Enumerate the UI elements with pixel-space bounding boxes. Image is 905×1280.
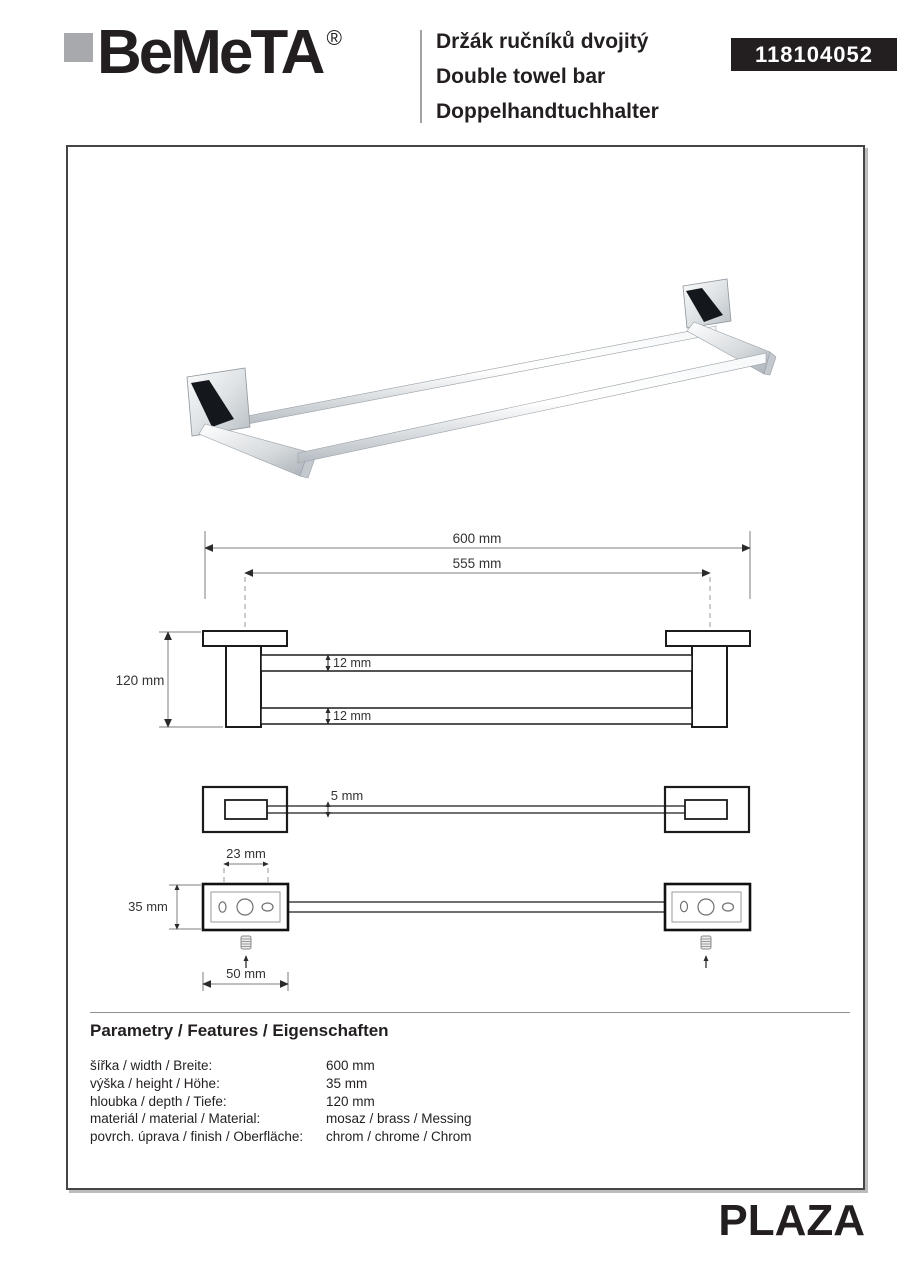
registered-trademark-symbol: ®	[326, 27, 342, 50]
top-view-right-inner	[685, 800, 727, 819]
parameter-value: chrom / chrome / Chrom	[326, 1129, 472, 1145]
parameter-value: 600 mm	[326, 1058, 375, 1073]
plate-view-right-plate	[665, 884, 750, 930]
parameter-row-depth	[90, 1093, 472, 1111]
drawing-front-view	[116, 531, 750, 727]
dim-total-width-label: 600 mm	[452, 531, 502, 546]
product-title-english: Double towel bar	[436, 65, 606, 88]
render-left-arm	[199, 424, 308, 476]
product-title-czech: Držák ručníků dvojitý	[436, 30, 649, 53]
parameters-table	[90, 1057, 472, 1146]
parameter-label: šířka / width / Breite:	[90, 1058, 213, 1073]
dim-bar-bottom-label: 12 mm	[333, 709, 372, 723]
front-view-left-cap	[203, 631, 287, 646]
dim-plate-height-label: 35 mm	[128, 899, 168, 914]
parameter-label: výška / height / Höhe:	[90, 1075, 220, 1091]
drawing-plate-view	[128, 884, 750, 991]
parameter-value: 35 mm	[326, 1075, 368, 1091]
parameter-label: materiál / material / Material:	[90, 1111, 261, 1127]
product-code-badge: 118104052	[731, 38, 897, 71]
dim-plate-width-label: 50 mm	[226, 966, 266, 981]
parameters-heading: Parametry / Features / Eigenschaften	[90, 1021, 389, 1040]
parameter-row-finish	[90, 1128, 472, 1146]
front-view-left-post	[226, 645, 261, 727]
front-view-top-bar	[261, 655, 692, 671]
parameter-row-material	[90, 1110, 472, 1128]
parameter-label: hloubka / depth / Tiefe:	[90, 1093, 227, 1109]
series-name: PLAZA	[718, 1196, 865, 1245]
parameter-value: mosaz / brass / Messing	[326, 1111, 472, 1127]
render-rear-bar	[237, 326, 716, 426]
parameter-label: povrch. úprava / finish / Oberfläche:	[90, 1129, 304, 1145]
front-view-bottom-bar	[261, 708, 692, 724]
dim-depth-label: 120 mm	[115, 673, 165, 688]
parameter-row-height	[90, 1075, 472, 1093]
parameter-value: 120 mm	[326, 1093, 375, 1109]
parameters-divider	[90, 1012, 850, 1013]
parameter-row-width	[90, 1057, 472, 1075]
top-view-left-inner	[225, 800, 267, 819]
plate-right-grub-screw	[701, 936, 711, 949]
dim-mount-spacing-label: 555 mm	[452, 556, 502, 571]
dim-bar-top-label: 12 mm	[333, 656, 372, 670]
product-title-german: Doppelhandtuchhalter	[436, 100, 659, 123]
front-view-right-cap	[666, 631, 750, 646]
plate-left-grub-screw	[241, 936, 251, 949]
product-photo-render	[187, 279, 776, 478]
brand-logo-text: BeMeTA	[97, 18, 323, 87]
plate-view-left-plate	[203, 884, 288, 930]
dim-bar-thickness-label: 5 mm	[330, 788, 364, 803]
dim-bracket-inner-width-label: 23 mm	[226, 846, 266, 861]
front-view-right-post	[692, 645, 727, 727]
